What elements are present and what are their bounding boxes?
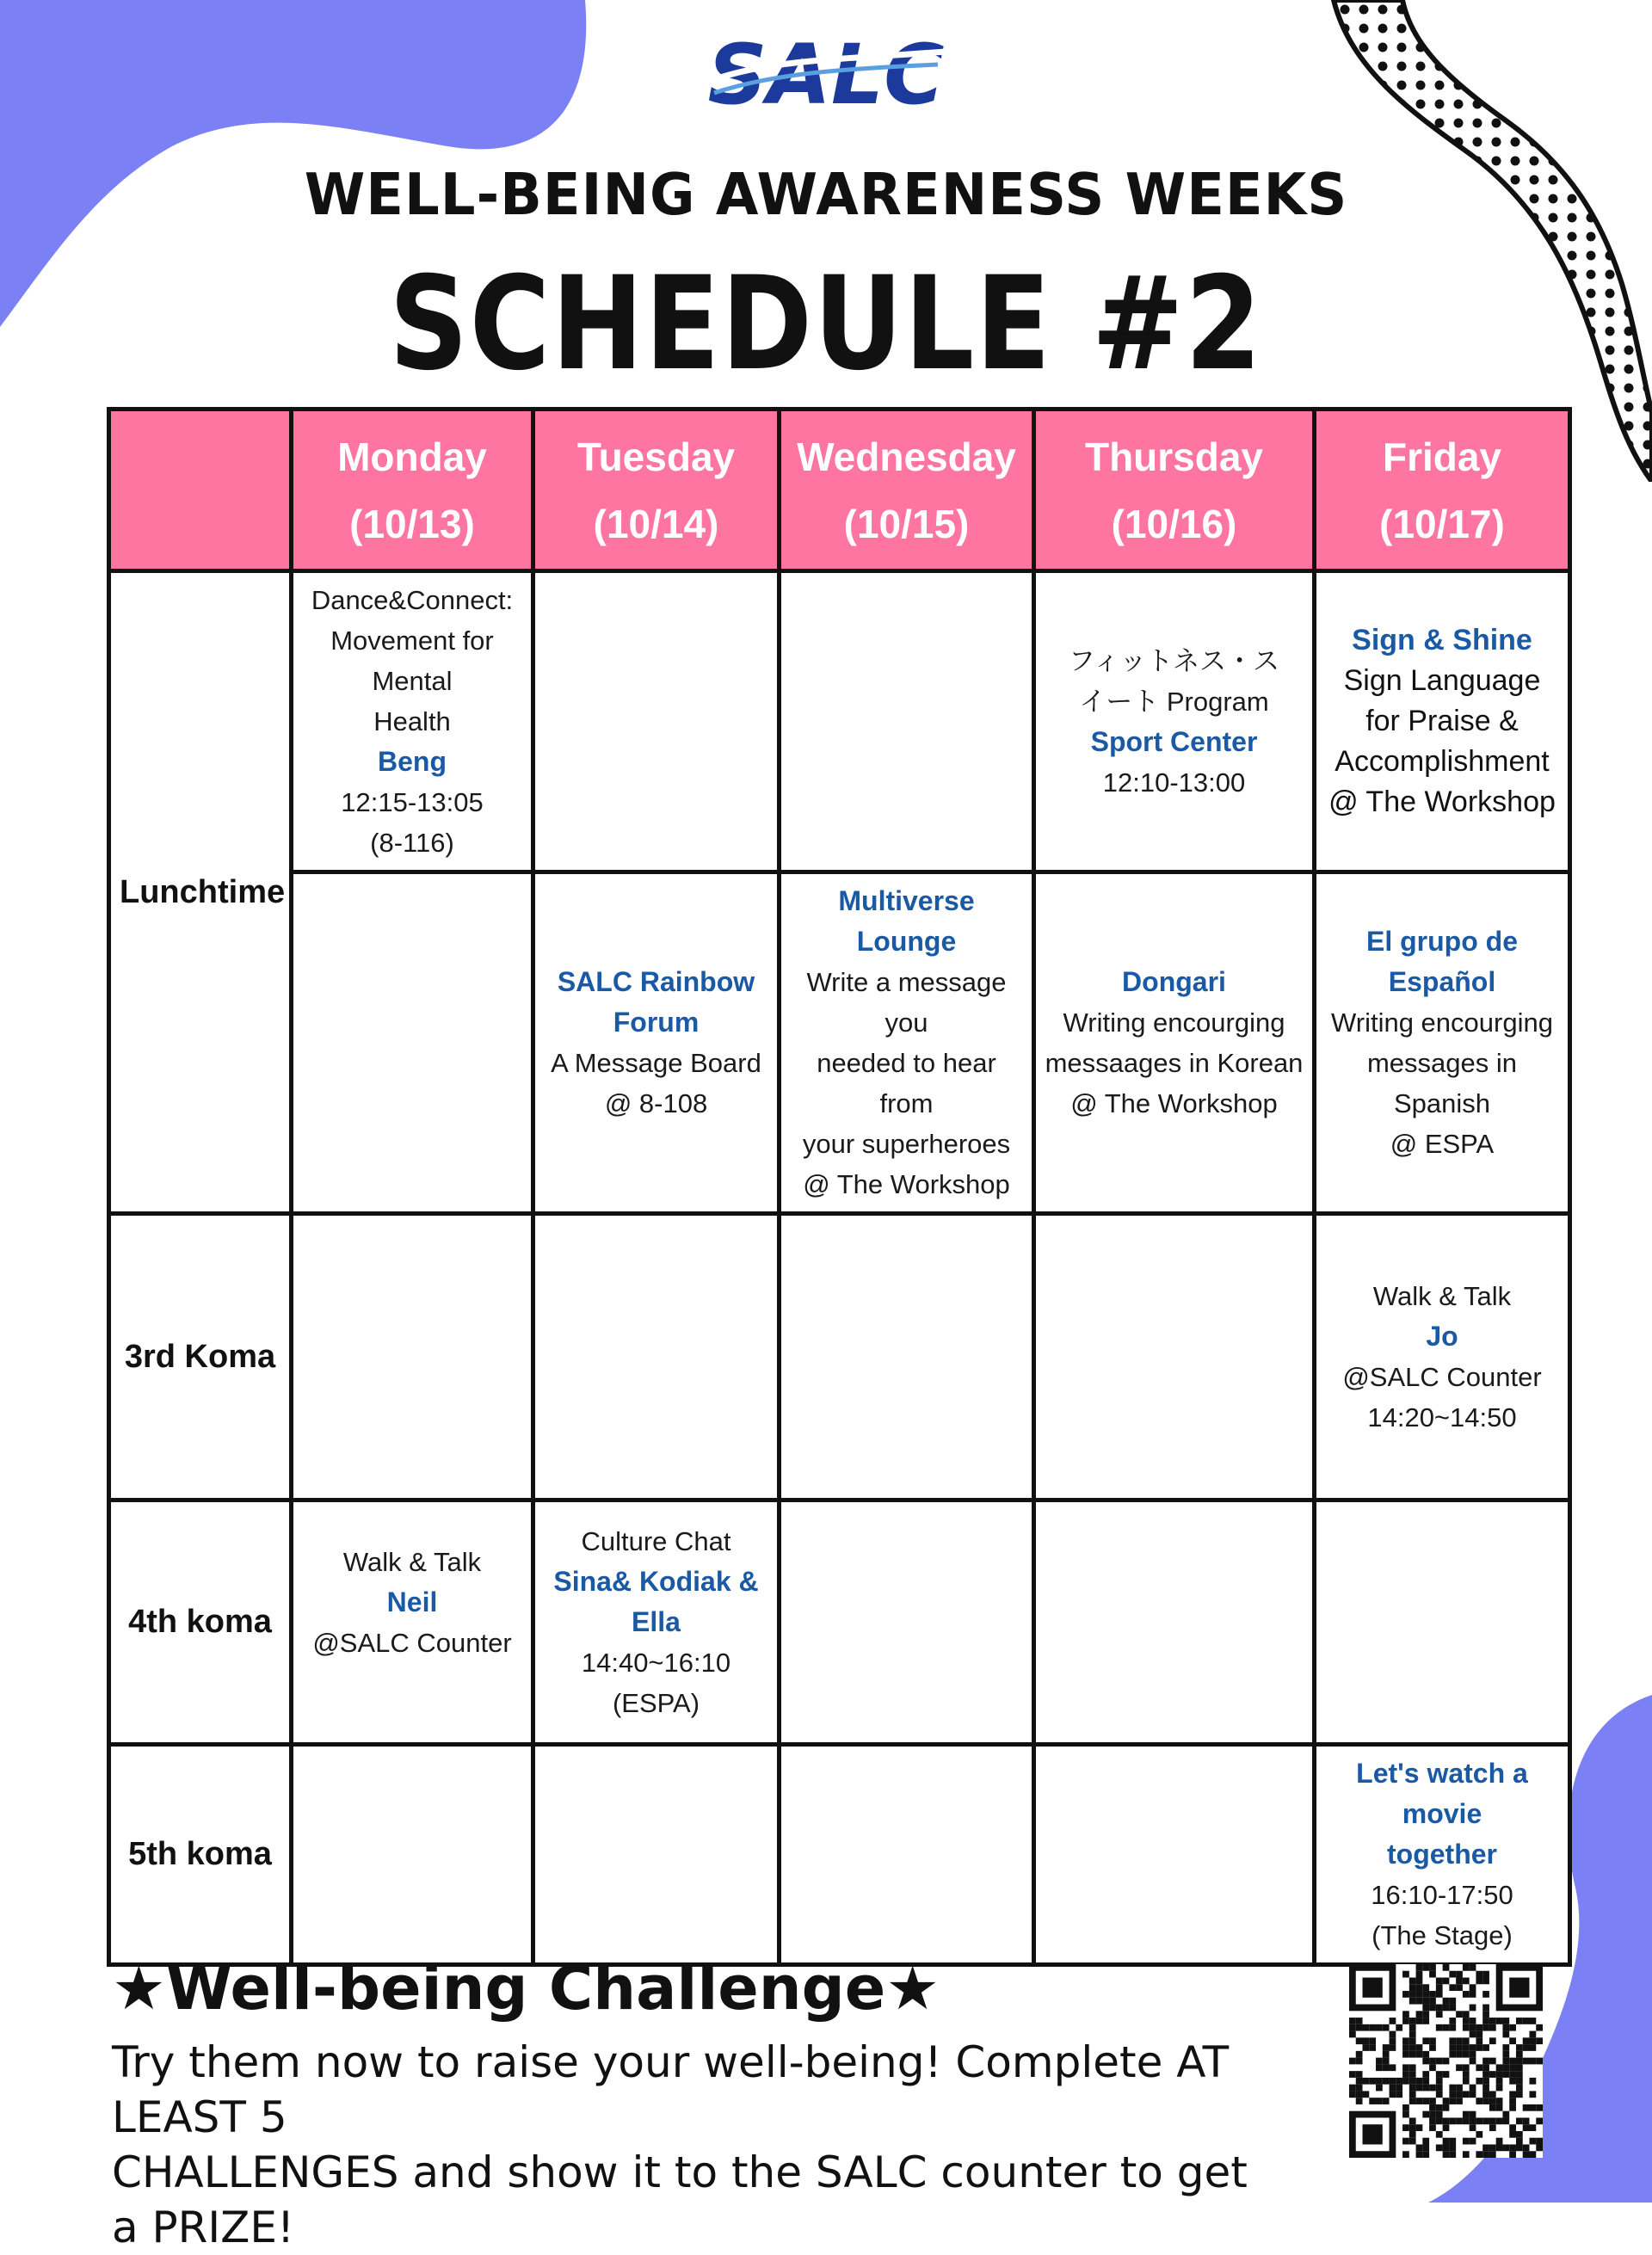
cell-wednesday-lunch-1 bbox=[780, 571, 1034, 872]
row-label-4th-koma: 4th koma bbox=[109, 1500, 292, 1745]
cell-friday-koma3: Walk & Talk Jo @SALC Counter 14:20~14:50 bbox=[1315, 1214, 1570, 1500]
schedule-table bbox=[107, 407, 1572, 1967]
cell-tuesday-lunch-1 bbox=[533, 571, 780, 872]
row-label-5th-koma: 5th koma bbox=[109, 1745, 292, 1965]
cell-monday-koma4: Walk & Talk Neil @SALC Counter bbox=[292, 1500, 533, 1745]
cell-friday-lunch-2: El grupo de Español Writing encourging messages in Spanish @ ESPA bbox=[1315, 872, 1570, 1214]
cell-tuesday-koma5 bbox=[533, 1745, 780, 1965]
challenge-title: ★Well-being Challenge★ bbox=[112, 1953, 940, 2024]
cell-thursday-koma4 bbox=[1034, 1500, 1315, 1745]
day-header-wednesday: Wednesday (10/15) bbox=[780, 410, 1034, 571]
cell-friday-koma5: Let's watch a movie together 16:10-17:50 (The Stage) bbox=[1315, 1745, 1570, 1965]
header-row bbox=[109, 410, 1570, 571]
day-header-tuesday: Tuesday (10/14) bbox=[533, 410, 780, 571]
lunchtime-row-2 bbox=[109, 872, 1570, 1214]
salc-logo bbox=[688, 26, 964, 120]
koma4-row bbox=[109, 1500, 1570, 1745]
challenge-line-1: Try them now to raise your well-being! Complete AT LEAST 5 bbox=[112, 2037, 1230, 2142]
koma3-row bbox=[109, 1214, 1570, 1500]
schedule-title: SCHEDULE #2 bbox=[389, 250, 1263, 399]
cell-wednesday-koma5 bbox=[780, 1745, 1034, 1965]
cell-thursday-lunch-1: フィットネス・ス イート Program Sport Center 12:10-13:00 bbox=[1034, 571, 1315, 872]
cell-thursday-koma5 bbox=[1034, 1745, 1315, 1965]
cell-monday-lunch: Dance&Connect: Movement for Mental Health Beng 12:15-13:05 (8-116) bbox=[292, 571, 533, 872]
cell-friday-lunch-1: Sign & Shine Sign Language for Praise & Accomplishment @ The Workshop bbox=[1315, 571, 1570, 872]
row-label-3rd-koma: 3rd Koma bbox=[109, 1214, 292, 1500]
cell-wednesday-koma3 bbox=[780, 1214, 1034, 1500]
cell-wednesday-lunch-2: Multiverse Lounge Write a message you needed to hear from your superheroes @ The Workshop bbox=[780, 872, 1034, 1214]
cell-monday-lunch-2 bbox=[292, 872, 533, 1214]
cell-friday-koma4 bbox=[1315, 1500, 1570, 1745]
event-subtitle: WELL-BEING AWARENESS WEEKS bbox=[304, 162, 1348, 229]
day-header-friday: Friday (10/17) bbox=[1315, 410, 1570, 571]
corner-cell bbox=[109, 410, 292, 571]
challenge-description bbox=[112, 2035, 1273, 2255]
cell-tuesday-lunch-2: SALC Rainbow Forum A Message Board @ 8-108 bbox=[533, 872, 780, 1214]
challenge-line-2: CHALLENGES and show it to the SALC counter to get a PRIZE! bbox=[112, 2147, 1248, 2252]
lunchtime-row-1 bbox=[109, 571, 1570, 872]
cell-monday-koma5 bbox=[292, 1745, 533, 1965]
cell-thursday-lunch-2: Dongari Writing encourging messaages in Korean @ The Workshop bbox=[1034, 872, 1315, 1214]
cell-wednesday-koma4 bbox=[780, 1500, 1034, 1745]
day-header-monday: Monday (10/13) bbox=[292, 410, 533, 571]
cell-tuesday-koma4: Culture Chat Sina& Kodiak & Ella 14:40~16:10 (ESPA) bbox=[533, 1500, 780, 1745]
cell-tuesday-koma3 bbox=[533, 1214, 780, 1500]
qr-code[interactable] bbox=[1349, 1964, 1543, 2158]
cell-monday-koma3 bbox=[292, 1214, 533, 1500]
logo-text: SALC bbox=[707, 27, 945, 120]
koma5-row bbox=[109, 1745, 1570, 1965]
cell-thursday-koma3 bbox=[1034, 1214, 1315, 1500]
row-label-lunchtime: Lunchtime bbox=[109, 571, 292, 1214]
day-header-thursday: Thursday (10/16) bbox=[1034, 410, 1315, 571]
